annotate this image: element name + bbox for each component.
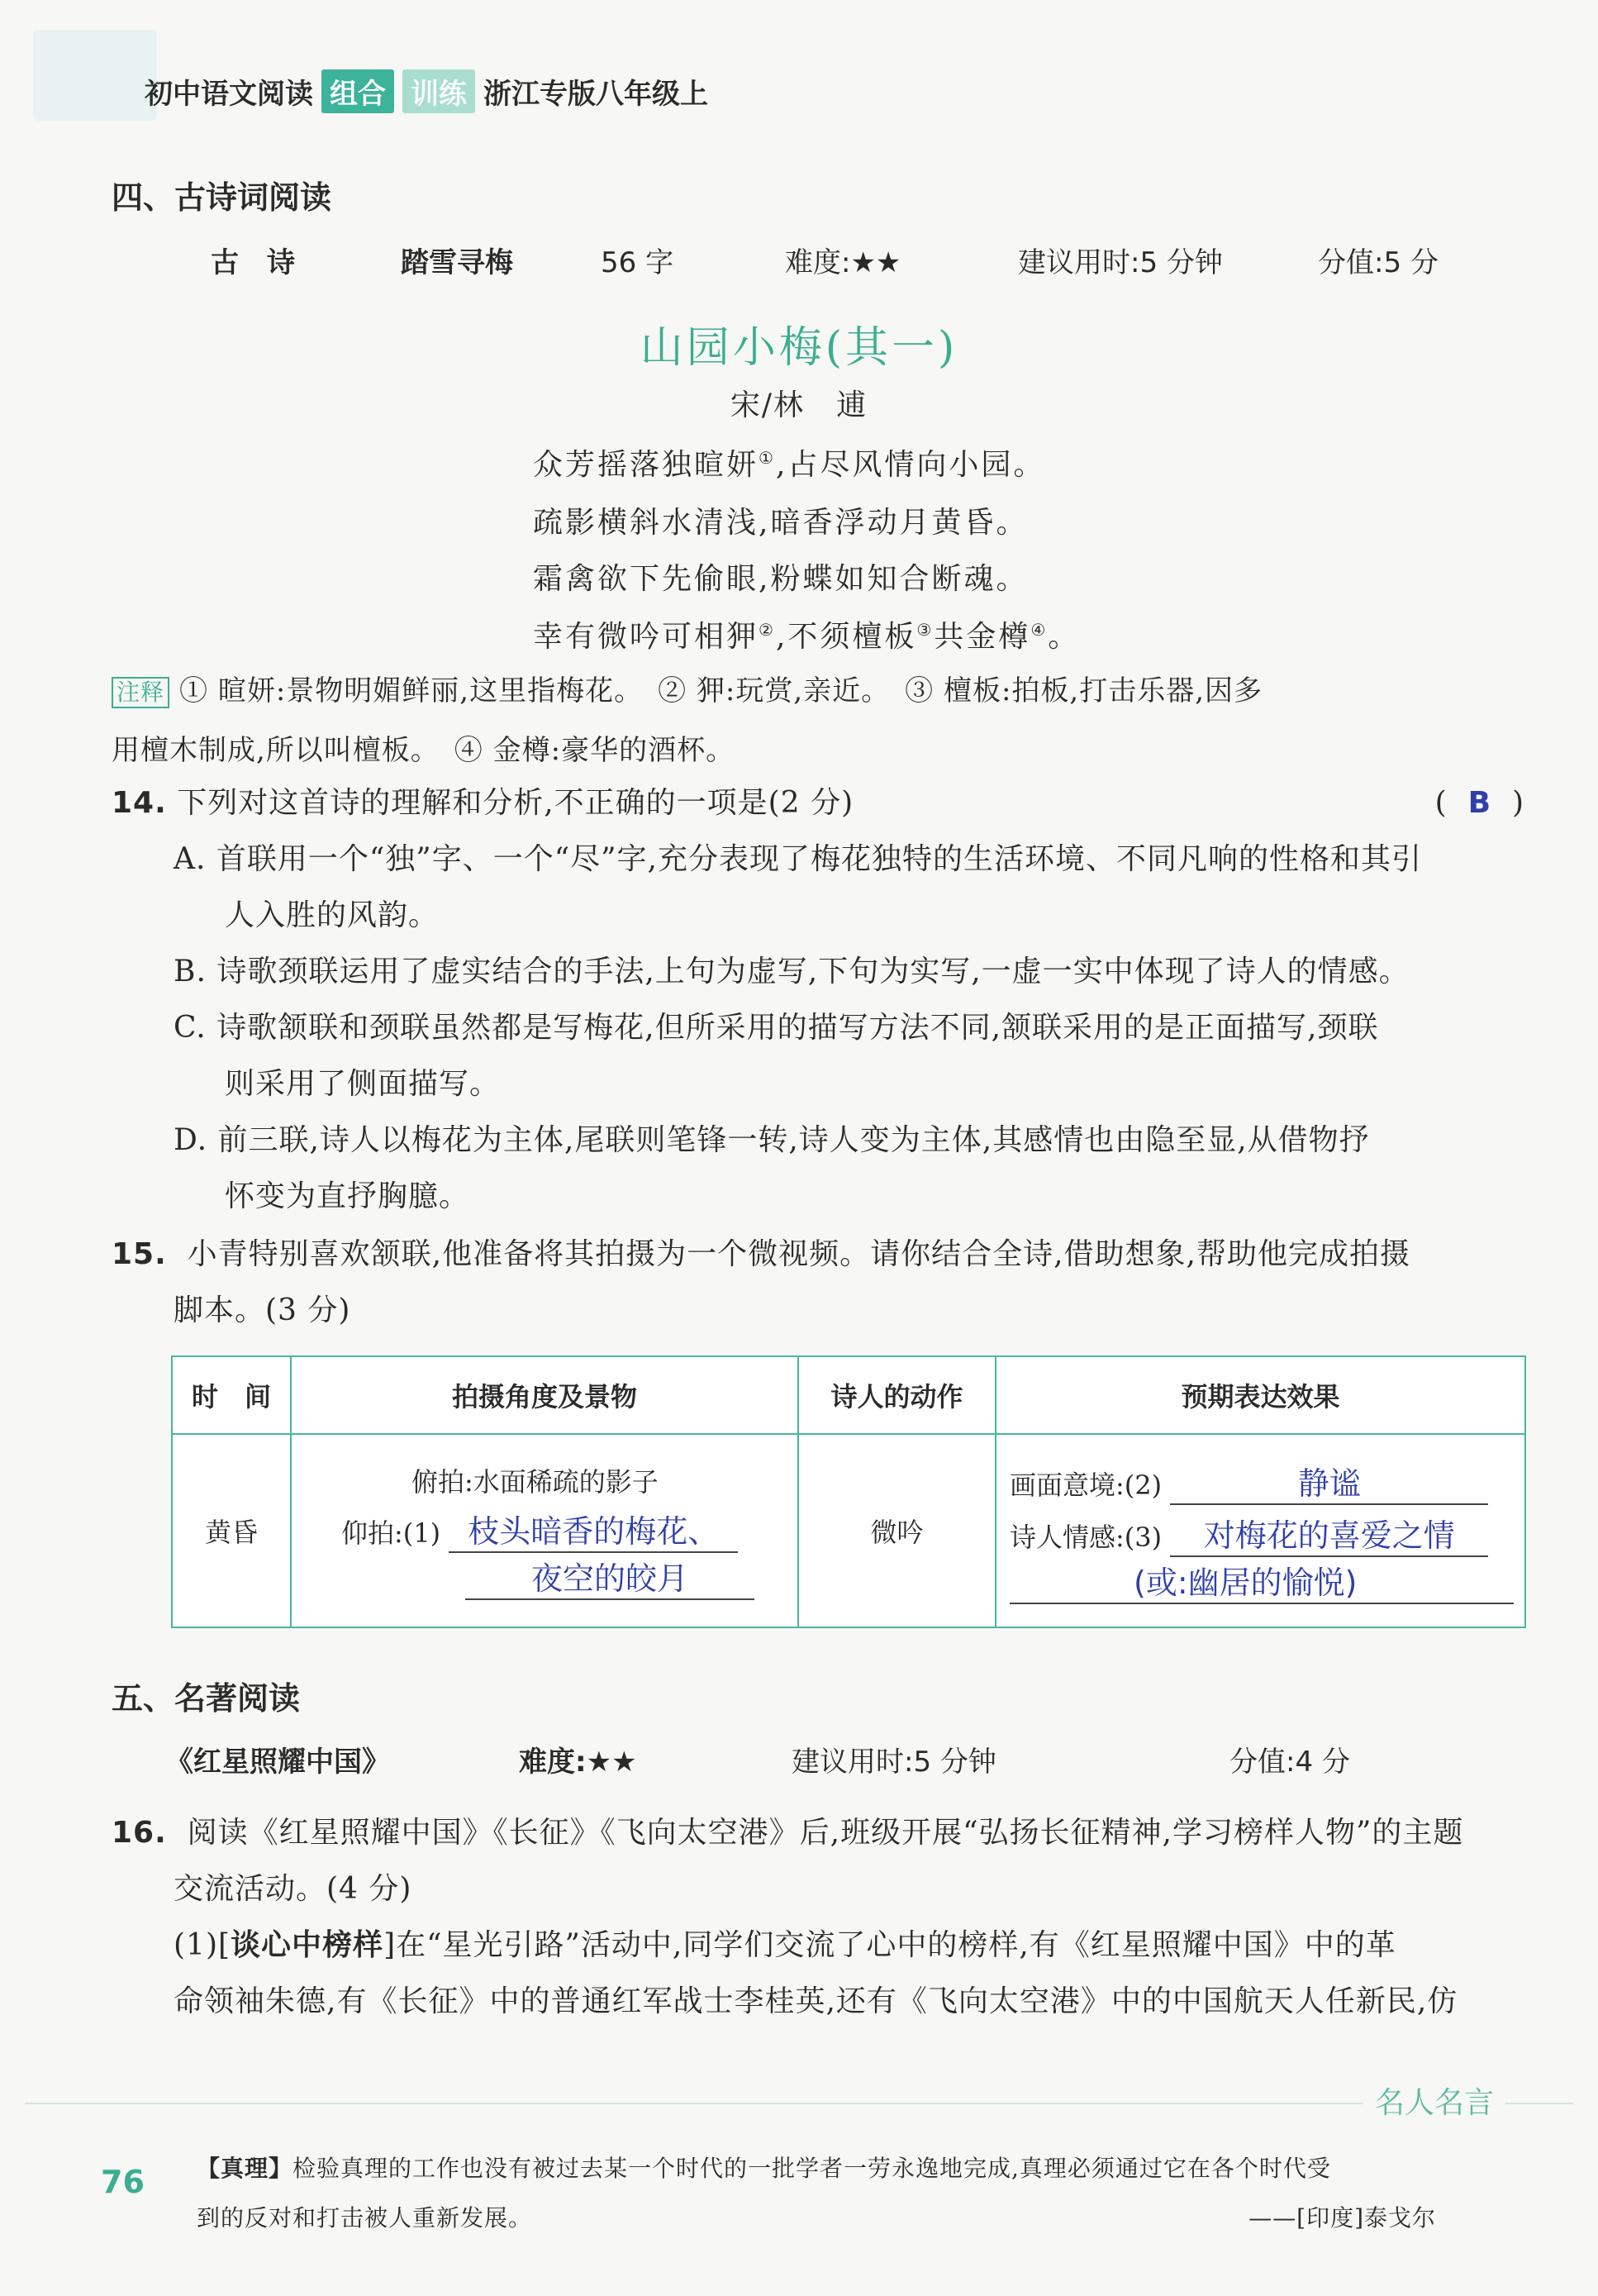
q14-option-c: C. 诗歌颔联和颈联虽然都是写梅花,但所采用的描写方法不同,颔联采用的是正面描写,颈联 则采用了侧面描写。 [174,1011,1379,1101]
famous-quote [197,2144,1436,2243]
q14-number: 14. [112,786,167,820]
cell-action: 微吟 [798,1434,996,1627]
section5-difficulty: 难度:★★ [519,1746,637,1779]
q14-option-b: B. 诗歌颈联运用了虚实结合的手法,上句为虚写,下句为实写,一虚一实中体现了诗人的情感。 [174,955,1410,988]
q16-number: 16. [112,1816,167,1850]
notes-line-2: 用檀木制成,所以叫檀板。 ④ 金樽:豪华的酒杯。 [112,734,735,767]
q14-option-d: D. 前三联,诗人以梅花为主体,尾联则笔锋一转,诗人变为主体,其感情也由隐至显,从借物抒 怀变为直抒胸臆。 [174,1123,1370,1213]
q16-line-3: (1)[谈心中榜样]在“星光引路”活动中,同学们交流了心中的榜样,有《红星照耀中国》中的革 [174,1928,1396,1962]
section5-title: 五、名著阅读 [112,1680,301,1717]
poem-line-2: 疏影横斜水清浅,暗香浮动月黄昏。 [533,506,1029,540]
header-badge-b: 训练 [402,69,475,113]
section4-difficulty: 难度:★★ [785,246,901,279]
poem-line-4: 幸有微吟可相狎②,不须檀板③共金樽④。 [533,620,1081,654]
header-badge-a: 组合 [321,69,394,113]
cell-shot [291,1434,798,1627]
q16-line-4: 命领袖朱德,有《长征》中的普通红军战士李桂英,还有《飞向太空港》中的中国航天人任新民,仿 [174,1984,1458,2018]
table-row [172,1434,1525,1627]
effect-1-answer: 静谧 [1170,1458,1488,1505]
section4-chars: 56 字 [601,246,674,279]
page-number: 76 [101,2164,145,2200]
header-prefix: 初中语文阅读 [145,78,313,111]
cell-effect [996,1434,1525,1627]
effect-1-label: 画面意境:(2) [1010,1469,1163,1501]
q15-stem-1: 小青特别喜欢颔联,他准备将其拍摄为一个微视频。请你结合全诗,借助想象,帮助他完成拍摄 [187,1237,1411,1271]
poem-title: 山园小梅(其一) [640,323,958,373]
section4-topic: 踏雪寻梅 [401,246,513,279]
poem-notes [112,661,1524,780]
section5-book: 《红星照耀中国》 [165,1746,390,1779]
section4-genre: 古 诗 [211,246,295,279]
header-logo-mark [33,30,157,121]
cell-time: 黄昏 [172,1434,291,1627]
section4-time: 建议用时:5 分钟 [1018,246,1223,279]
question-15 [112,1227,1524,1339]
q14-option-a: A. 首联用一个“独”字、一个“尽”字,充分表现了梅花独特的生活环境、不同凡响的性格和其引 人入胜的风韵。 [174,842,1422,932]
effect-2-answer-1: 对梅花的喜爱之情 [1170,1510,1488,1557]
shot-1: 俯拍:水面稀疏的影子 [411,1466,659,1498]
q14-stem: 下列对这首诗的理解和分析,不正确的一项是(2 分) [177,786,854,820]
shot-2-answer-1: 枝头暗香的梅花、 [449,1506,738,1553]
header-suffix: 浙江专版八年级上 [483,78,708,111]
q14-answer: B [1467,786,1492,820]
effect-2-answer-2: (或:幽居的愉悦) [1010,1557,1514,1604]
effect-2-label: 诗人情感:(3) [1010,1521,1163,1553]
shot-2-label: 仰拍:(1) [341,1517,441,1549]
q15-number: 15. [112,1237,167,1271]
famous-quote-label: 名人名言 [1363,2079,1505,2122]
notes-line-1: ① 暄妍:景物明媚鲜丽,这里指梅花。 ② 狎:玩赏,亲近。 ③ 檀板:拍板,打击乐器,因多 [179,674,1263,707]
q16-tag: 谈心中榜样 [231,1928,384,1962]
th-shot: 拍摄角度及景物 [291,1356,798,1434]
quote-source: ——[印度]泰戈尔 [1248,2204,1436,2232]
th-effect: 预期表达效果 [996,1356,1525,1434]
th-time: 时 间 [172,1356,291,1434]
q15-stem-2: 脚本。(3 分) [174,1293,351,1327]
table-header-row [172,1356,1525,1434]
section5-score: 分值:4 分 [1229,1746,1350,1779]
poem-line-3: 霜禽欲下先偷眼,粉蝶如知合断魂。 [533,562,1029,596]
poem-line-1: 众芳摇落独暄妍①,占尽风情向小园。 [533,448,1046,482]
th-action: 诗人的动作 [798,1356,996,1434]
q14-answer-box: ( B ) [1434,786,1524,820]
question-16 [112,1805,1524,2030]
quote-tag: 【真理】 [197,2155,293,2182]
quote-line-1: 检验真理的工作也没有被过去某一个时代的一批学者一劳永逸地完成,真理必须通过它在各个时代受 [292,2155,1331,2182]
section5-time: 建议用时:5 分钟 [792,1746,996,1779]
book-header [145,69,708,113]
notes-tag: 注释 [112,677,169,708]
video-script-table [171,1355,1526,1628]
quote-line-2: 到的反对和打击被人重新发展。 [197,2204,533,2232]
section4-score: 分值:5 分 [1318,246,1439,279]
q16-line-2: 交流活动。(4 分) [174,1872,412,1906]
q16-line-1: 阅读《红星照耀中国》《长征》《飞向太空港》后,班级开展“弘扬长征精神,学习榜样人物”的主题 [187,1816,1464,1850]
question-14 [112,775,1524,831]
footer-divider [25,2103,1573,2104]
shot-2-answer-2: 夜空的皎月 [465,1553,754,1600]
poem-author: 宋/林 逋 [730,388,868,422]
section4-title: 四、古诗词阅读 [112,179,332,216]
